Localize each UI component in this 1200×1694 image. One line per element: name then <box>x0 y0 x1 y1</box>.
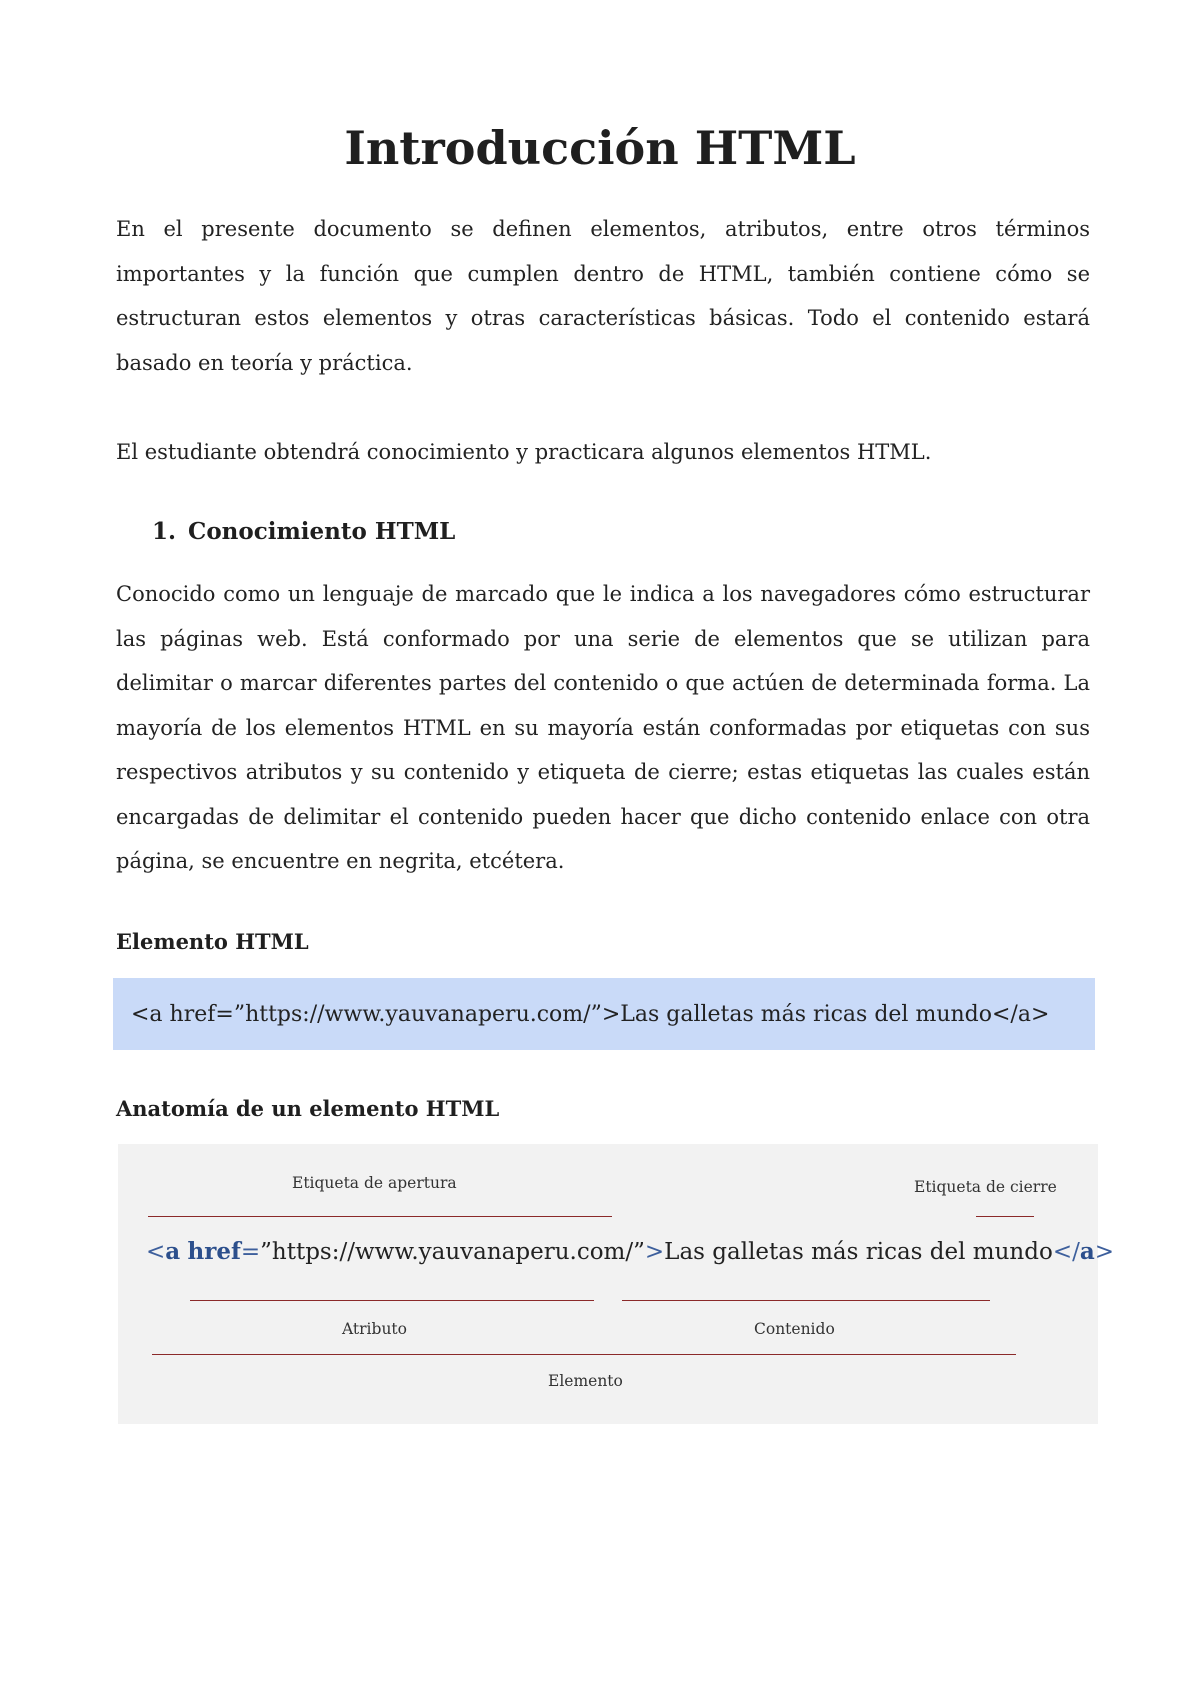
element-underline <box>152 1354 1016 1355</box>
closing-open-bracket: </ <box>1052 1239 1080 1265</box>
open-tag-close-bracket: > <box>644 1239 665 1265</box>
element-label: Elemento <box>548 1372 623 1390</box>
attribute-name: href <box>187 1238 241 1265</box>
anatomy-code <box>146 1238 1114 1265</box>
equals-sign: = <box>240 1239 261 1265</box>
opening-tag-underline <box>148 1216 612 1217</box>
section-title: Conocimiento HTML <box>188 518 456 545</box>
attribute-value: ”https://www.yauvanaperu.com/” <box>260 1239 645 1265</box>
anatomy-heading: Anatomía de un elemento HTML <box>116 1096 500 1121</box>
closing-tag-underline <box>976 1216 1034 1217</box>
element-content: Las galletas más ricas del mundo <box>664 1239 1053 1265</box>
section-paragraph: Conocido como un lenguaje de marcado que le indica a los navegadores cómo estructurar las páginas web. Está conformado por una serie de elementos que se utilizan para delimitar o marcar diferentes partes del contenido o que actúen de determinada forma. La mayoría de los elementos HTML en su mayoría están conformadas por etiquetas con sus respectivos atributos y su contenido y etiqueta de cierre; estas etiquetas las cuales están encargadas de delimitar el contenido pueden hacer que dicho contenido enlace con otra página, se encuentre en negrita, etcétera. <box>116 582 1090 873</box>
content-underline <box>622 1300 990 1301</box>
anatomy-diagram <box>118 1144 1115 1424</box>
section-heading <box>152 518 455 545</box>
open-bracket: < <box>146 1239 166 1265</box>
intro-paragraph: En el presente documento se definen elementos, atributos, entre otros términos importantes y la función que cumplen dentro de HTML, también contiene cómo se estructuran estos elementos y otras características básicas. Todo el contenido estará basado en teoría y práctica. <box>116 217 1090 375</box>
tag-name: a <box>165 1238 181 1265</box>
section-number: 1. <box>152 518 177 545</box>
attribute-label: Atributo <box>342 1320 407 1338</box>
document-title: Introducción HTML <box>344 121 856 175</box>
content-label: Contenido <box>754 1320 835 1338</box>
closing-bracket: > <box>1094 1239 1115 1265</box>
attribute-underline <box>190 1300 594 1301</box>
closing-tag-label: Etiqueta de cierre <box>914 1178 1057 1196</box>
closing-tag-name: a <box>1079 1238 1095 1265</box>
objective-paragraph: El estudiante obtendrá conocimiento y practicara algunos elementos HTML. <box>116 440 932 464</box>
element-example-heading: Elemento HTML <box>116 929 309 954</box>
code-example-text: <a href=”https://www.yauvanaperu.com/”>Las galletas más ricas del mundo</a> <box>131 1001 1050 1027</box>
opening-tag-label: Etiqueta de apertura <box>292 1174 457 1192</box>
code-example-box <box>113 978 1095 1050</box>
